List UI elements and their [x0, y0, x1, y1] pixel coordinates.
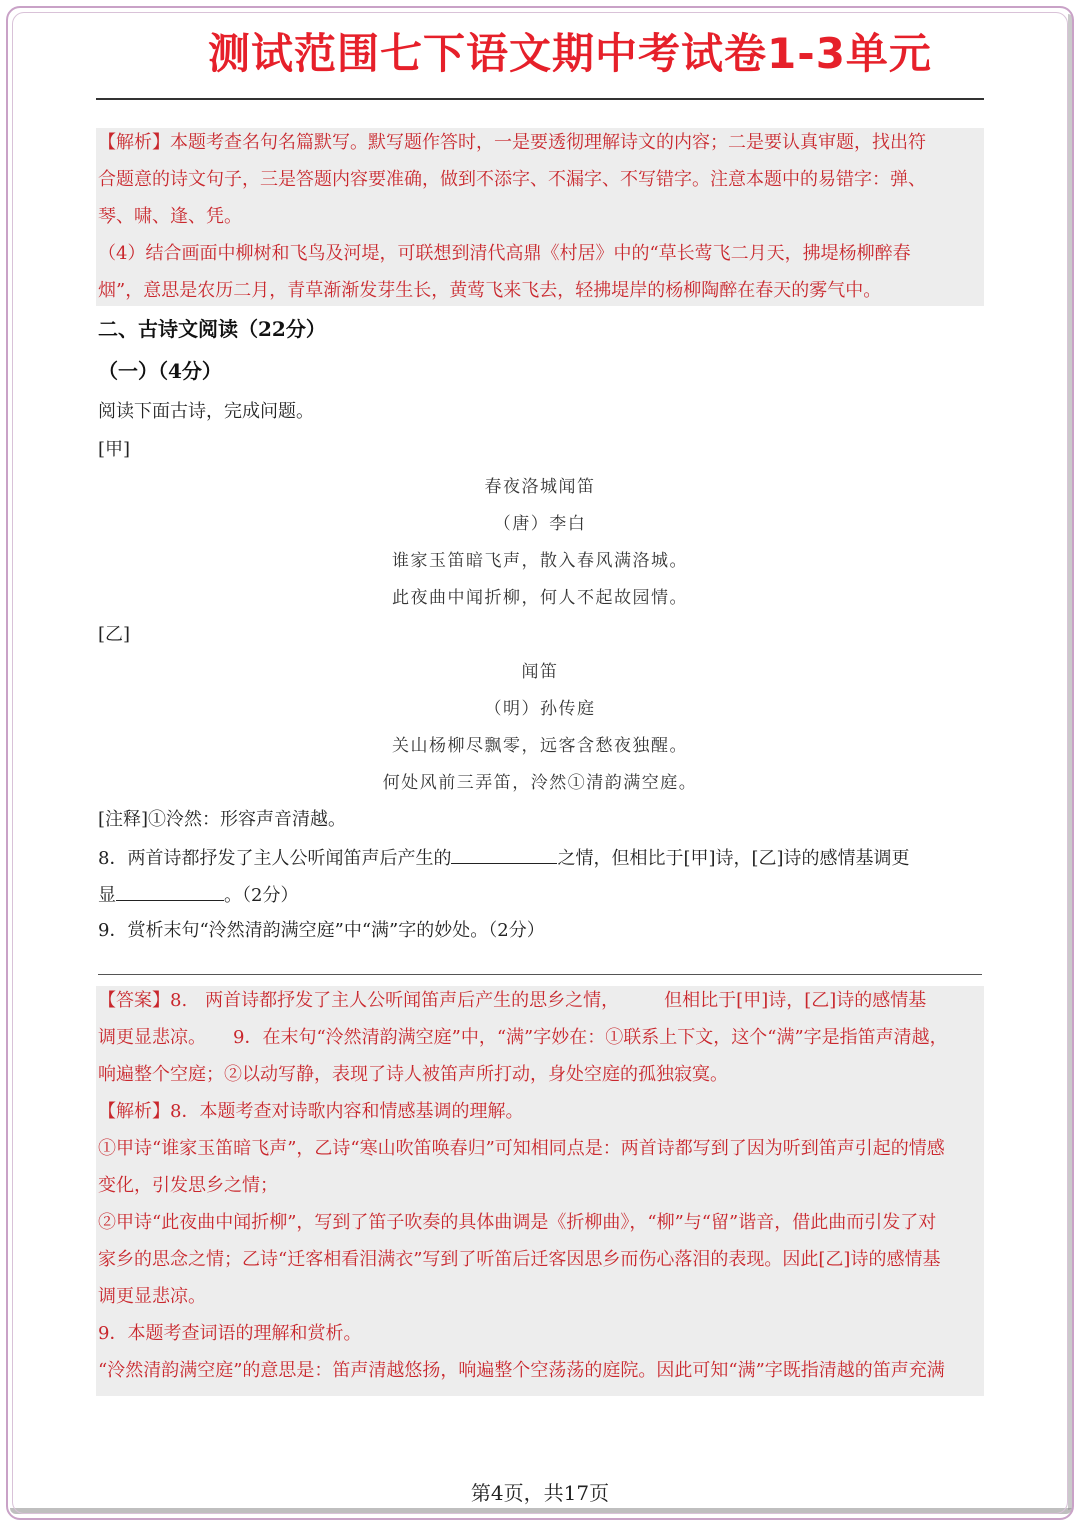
poem-a-title: 春夜洛城闻笛: [484, 477, 596, 497]
answer-line: ②甲诗“此夜曲中闻折柳”，写到了笛子吹奏的具体曲调是《折柳曲》，“柳”与“留”谐音，借此曲而引发了对: [98, 1212, 937, 1233]
analysis-line: 烟”，意思是农历二月，青草渐渐发芽生长，黄莺飞来飞去，轻拂堤岸的杨柳陶醉在春天的雾气中。: [98, 280, 882, 301]
poem-a-line: 此夜曲中闻折柳，何人不起故园情。: [392, 588, 688, 608]
poem-b-author: （明）孙传庭: [484, 699, 596, 719]
title-divider: [96, 98, 984, 100]
poem-a-label: [甲]: [98, 439, 131, 460]
analysis-line: （4）结合画面中柳树和飞鸟及河堤，可联想到清代高鼎《村居》中的“草长莺飞二月天，拂堤杨柳醉春: [98, 243, 911, 264]
answer-blank: [451, 845, 557, 864]
question-8: [98, 845, 988, 871]
poem-b-title: 闻笛: [521, 662, 559, 682]
annotation-note: [注释]①泠然：形容声音清越。: [98, 809, 347, 830]
answer-divider: [98, 974, 982, 975]
analysis-line: 合题意的诗文句子，三是答题内容要准确，做到不添字、不漏字、不写错字。注意本题中的易错字：弹、: [98, 169, 926, 190]
answer-line: 9．本题考查词语的理解和赏析。: [98, 1323, 362, 1344]
poem-a-line: 谁家玉笛暗飞声，散入春风满洛城。: [392, 551, 688, 571]
question-8-text: 。（2分）: [224, 885, 299, 906]
poem-b-label: [乙]: [98, 624, 131, 645]
answer-line: 【答案】8. 两首诗都抒发了主人公听闻笛声后产生的思乡之情， 但相比于[甲]诗，[乙]诗的感情基: [98, 990, 927, 1011]
poem-b-line: 关山杨柳尽飘零，远客含愁夜独醒。: [392, 736, 688, 756]
poem-a-author: （唐）李白: [493, 514, 587, 534]
answer-line: “泠然清韵满空庭”的意思是：笛声清越悠扬，响遍整个空荡荡的庭院。因此可知“满”字既指清越的笛声充满: [98, 1360, 945, 1381]
question-8-text: 之情，但相比于[甲]诗，[乙]诗的感情基调更: [557, 848, 910, 869]
question-8-cont: [98, 882, 988, 908]
page-number: 第4页，共17页: [470, 1481, 610, 1505]
answer-line: 家乡的思念之情；乙诗“迁客相看泪满衣”写到了听笛后迁客因思乡而伤心落泪的表现。因此[乙]诗的感情基: [98, 1249, 941, 1270]
analysis-line: 琴、啸、逢、凭。: [98, 206, 242, 227]
answer-line: 调更显悲凉。: [98, 1286, 206, 1307]
page-title: 测试范围七下语文期中考试卷1-3单元: [208, 29, 932, 78]
answer-line: ①甲诗“谁家玉笛暗飞声”，乙诗“寒山吹笛唤春归”可知相同点是：两首诗都写到了因为听到笛声引起的情感: [98, 1138, 945, 1159]
question-9: 9．赏析末句“泠然清韵满空庭”中“满”字的妙处。（2分）: [98, 920, 545, 941]
answer-line: 【解析】8．本题考查对诗歌内容和情感基调的理解。: [98, 1101, 524, 1122]
section-heading: 二、古诗文阅读（22分）: [98, 317, 326, 341]
question-8-text: 显: [98, 885, 116, 906]
answer-line: 变化，引发思乡之情；: [98, 1175, 278, 1196]
analysis-line: 【解析】本题考查名句名篇默写。默写题作答时，一是要透彻理解诗文的内容；二是要认真审题，找出符: [98, 132, 926, 153]
question-8-text: 8．两首诗都抒发了主人公听闻笛声后产生的: [98, 848, 452, 869]
answer-blank: [116, 882, 224, 901]
answer-line: 响遍整个空庭；②以动写静，表现了诗人被笛声所打动，身处空庭的孤独寂寞。: [98, 1064, 728, 1085]
instruction: 阅读下面古诗，完成问题。: [98, 401, 314, 422]
poem-b-line: 何处风前三弄笛，泠然①清韵满空庭。: [382, 773, 698, 793]
subsection-heading: （一）（4分）: [98, 359, 222, 383]
answer-line: 调更显悲凉。 9．在末句“泠然清韵满空庭”中，“满”字妙在：①联系上下文，这个“满”字是指笛声清越，: [98, 1027, 948, 1048]
